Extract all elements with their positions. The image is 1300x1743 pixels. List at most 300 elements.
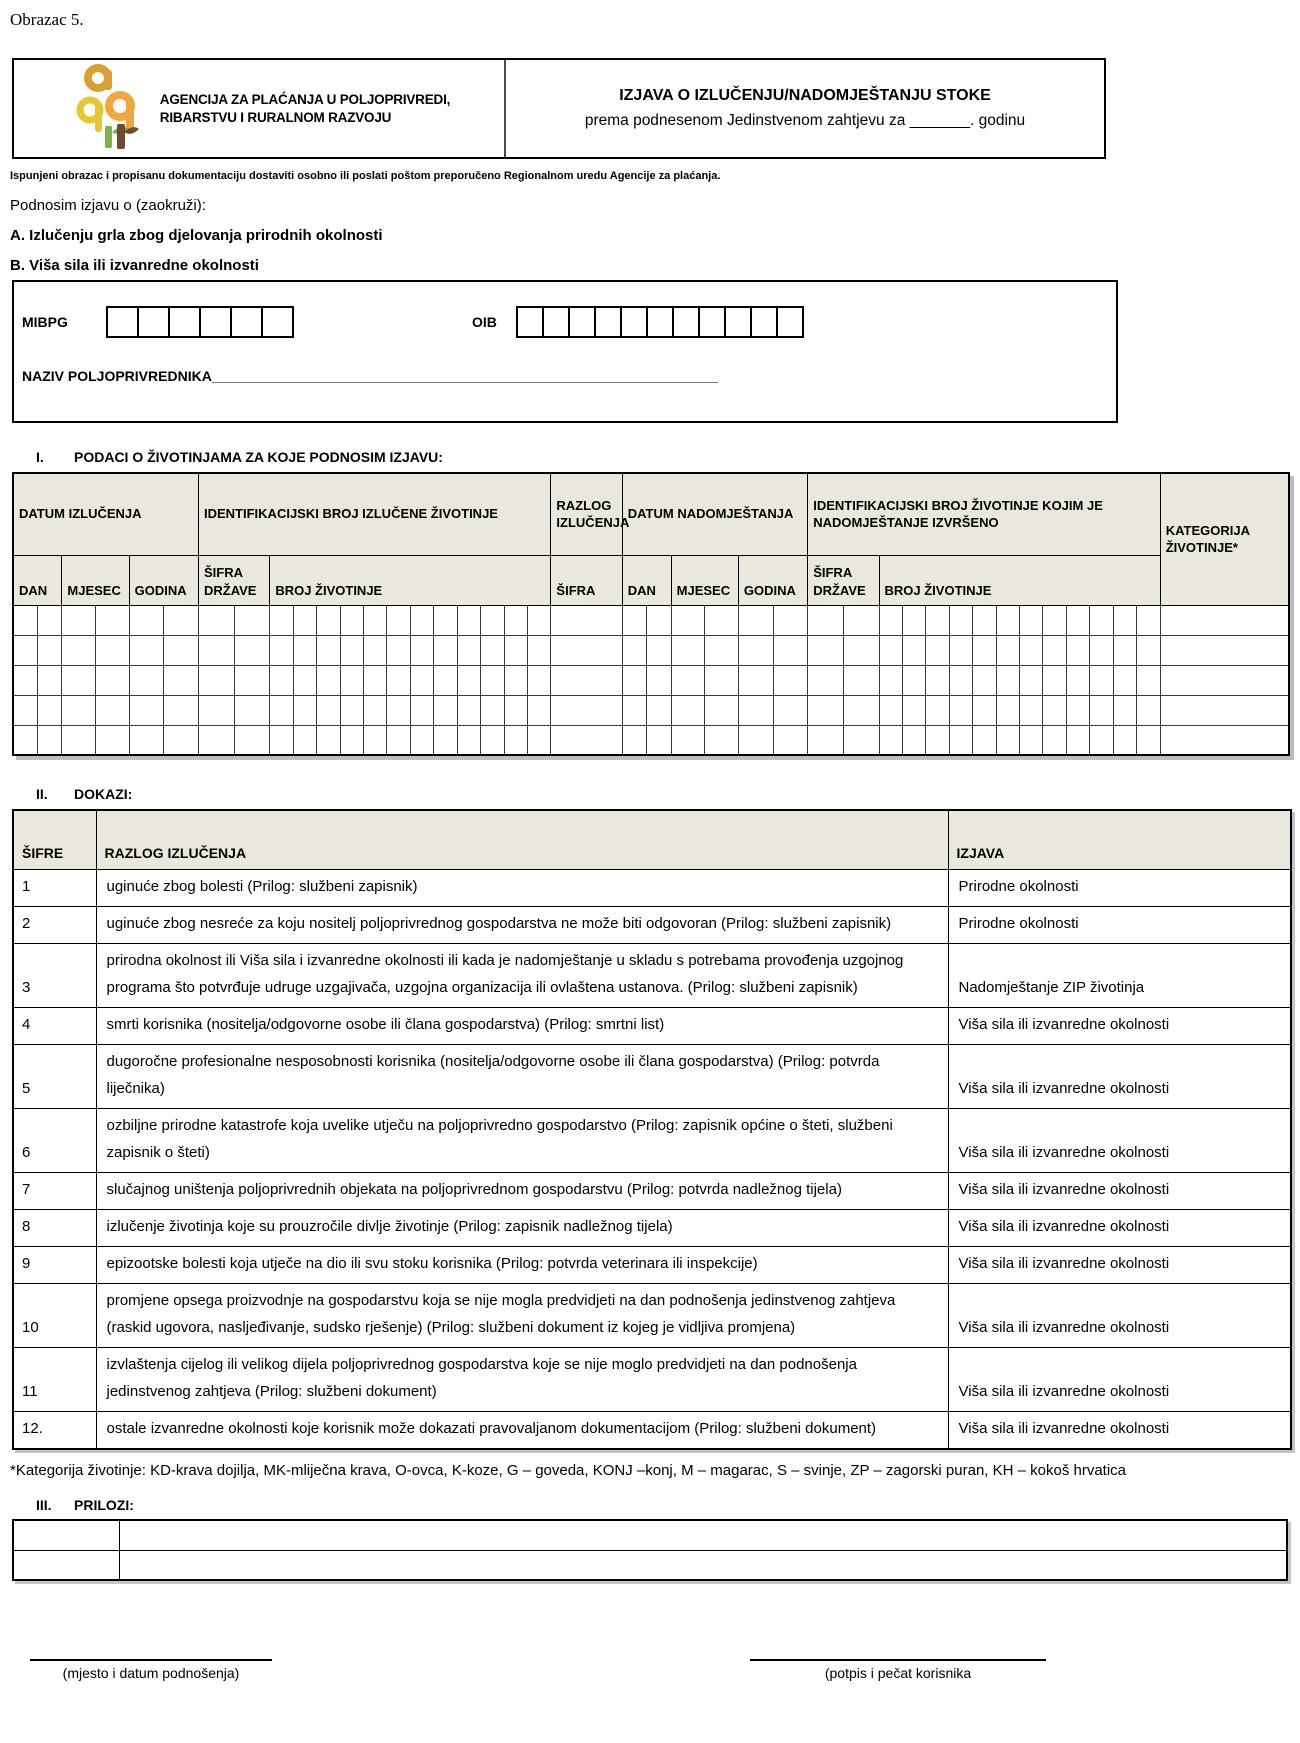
digit-input-box[interactable] [620, 306, 648, 338]
digit-cell[interactable] [504, 695, 527, 725]
subheader-mjesec-1: MJESEC [62, 555, 129, 605]
digit-cell[interactable] [37, 695, 61, 725]
digit-cell[interactable] [96, 725, 130, 755]
place-date-caption: (mjesto i datum podnošenja) [62, 1665, 240, 1681]
digit-cell[interactable] [129, 605, 164, 635]
digit-cell[interactable] [364, 635, 387, 665]
row-code: 5 [13, 1045, 96, 1109]
digit-cell[interactable] [434, 665, 457, 695]
digit-cell[interactable] [843, 605, 879, 635]
digit-cell[interactable] [773, 665, 808, 695]
row-reason: izvlaštenja cijelog ili velikog dijela poljoprivrednog gospodarstva koje se nije moglo predvidjeti na dan podnošenja jedinstvenog zahtjeva (Prilog: službeni dokument) [96, 1348, 948, 1412]
col-header-datum-nadomjestanja: DATUM NADOMJEŠTANJA [622, 473, 807, 555]
digit-input-box[interactable] [568, 306, 596, 338]
digit-cell[interactable] [457, 695, 480, 725]
digit-cell[interactable] [705, 725, 739, 755]
section-2-number: II. [36, 786, 48, 802]
digit-cell[interactable] [622, 605, 646, 635]
digit-cell[interactable] [1020, 665, 1043, 695]
digit-cell[interactable] [270, 695, 293, 725]
digit-cell[interactable] [647, 635, 671, 665]
row-statement: Viša sila ili izvanredne okolnosti [948, 1284, 1291, 1348]
digit-cell[interactable] [129, 695, 164, 725]
digit-cell[interactable] [62, 635, 96, 665]
digit-input-box[interactable] [646, 306, 674, 338]
digit-cell[interactable] [457, 665, 480, 695]
digit-cell[interactable] [808, 635, 844, 665]
digit-cell[interactable] [1066, 605, 1089, 635]
digit-cell[interactable] [387, 605, 410, 635]
stamp-signature-line[interactable] [750, 1643, 1046, 1661]
digit-cell[interactable] [1160, 725, 1289, 755]
digit-cell[interactable] [622, 635, 646, 665]
digit-cell[interactable] [1043, 665, 1066, 695]
digit-input-box[interactable] [261, 306, 294, 338]
row-statement: Prirodne okolnosti [948, 870, 1291, 907]
digit-cell[interactable] [973, 695, 996, 725]
digit-cell[interactable] [434, 635, 457, 665]
digit-cell[interactable] [1090, 695, 1113, 725]
document-title: IZJAVA O IZLUČENJU/NADOMJEŠTANJU STOKE [619, 87, 991, 104]
digit-cell[interactable] [1113, 725, 1136, 755]
digit-cell[interactable] [843, 725, 879, 755]
digit-cell[interactable] [504, 635, 527, 665]
digit-cell[interactable] [551, 605, 622, 635]
digit-cell[interactable] [62, 695, 96, 725]
digit-cell[interactable] [647, 725, 671, 755]
digit-cell[interactable] [387, 665, 410, 695]
digit-input-box[interactable] [230, 306, 263, 338]
prilozi-text-cell[interactable] [119, 1520, 1287, 1550]
digit-cell[interactable] [738, 725, 773, 755]
digit-cell[interactable] [199, 665, 235, 695]
digit-cell[interactable] [270, 725, 293, 755]
digit-cell[interactable] [996, 665, 1019, 695]
digit-cell[interactable] [926, 725, 949, 755]
digit-cell[interactable] [879, 665, 902, 695]
agency-name-line1: AGENCIJA ZA PLAĆANJA U POLJOPRIVREDI, [159, 91, 451, 107]
farmer-name-label: NAZIV POLJOPRIVREDNIKA [22, 368, 212, 384]
digit-cell[interactable] [1043, 635, 1066, 665]
digit-cell[interactable] [738, 635, 773, 665]
digit-cell[interactable] [973, 665, 996, 695]
digit-cell[interactable] [808, 665, 844, 695]
digit-cell[interactable] [671, 635, 705, 665]
digit-cell[interactable] [1160, 665, 1289, 695]
digit-cell[interactable] [1043, 605, 1066, 635]
digit-cell[interactable] [410, 725, 433, 755]
digit-cell[interactable] [1043, 695, 1066, 725]
section-1-title: PODACI O ŽIVOTINJAMA ZA KOJE PODNOSIM IZJAVU: [74, 449, 443, 465]
table-row [13, 907, 1291, 944]
place-date-line[interactable] [30, 1643, 272, 1661]
digit-cell[interactable] [199, 635, 235, 665]
form-number-label: Obrazac 5. [10, 10, 84, 29]
digit-cell[interactable] [364, 695, 387, 725]
digit-cell[interactable] [902, 695, 925, 725]
digit-cell[interactable] [199, 725, 235, 755]
digit-input-box[interactable] [672, 306, 700, 338]
digit-cell[interactable] [926, 665, 949, 695]
digit-cell[interactable] [1090, 665, 1113, 695]
digit-cell[interactable] [129, 665, 164, 695]
digit-cell[interactable] [481, 695, 504, 725]
stamp-signature [750, 1643, 1046, 1681]
oib-label: OIB [472, 314, 497, 330]
digit-cell[interactable] [434, 695, 457, 725]
digit-input-box[interactable] [199, 306, 232, 338]
col-header-kategorija: KATEGORIJA ŽIVOTINJE* [1160, 473, 1289, 605]
digit-cell[interactable] [410, 635, 433, 665]
subheader-broj-zivotinje-1: BROJ ŽIVOTINJE [270, 555, 551, 605]
digit-cell[interactable] [647, 665, 671, 695]
digit-cell[interactable] [164, 665, 199, 695]
digit-cell[interactable] [996, 725, 1019, 755]
digit-cell[interactable] [527, 665, 550, 695]
digit-input-box[interactable] [594, 306, 622, 338]
digit-cell[interactable] [317, 635, 340, 665]
digit-cell[interactable] [270, 605, 293, 635]
digit-cell[interactable] [879, 695, 902, 725]
digit-cell[interactable] [773, 725, 808, 755]
digit-cell[interactable] [293, 635, 316, 665]
digit-cell[interactable] [234, 605, 270, 635]
digit-cell[interactable] [1020, 635, 1043, 665]
digit-cell[interactable] [949, 695, 972, 725]
digit-cell[interactable] [340, 665, 363, 695]
digit-cell[interactable] [551, 725, 622, 755]
digit-cell[interactable] [317, 695, 340, 725]
row-statement: Nadomještanje ZIP životinja [948, 944, 1291, 1008]
option-b[interactable]: B. Viša sila ili izvanredne okolnosti [10, 257, 259, 274]
digit-cell[interactable] [671, 725, 705, 755]
digit-cell[interactable] [738, 695, 773, 725]
title-block [506, 60, 1104, 157]
table-row [13, 1348, 1291, 1412]
digit-cell[interactable] [1066, 695, 1089, 725]
digit-cell[interactable] [808, 605, 844, 635]
digit-cell[interactable] [705, 695, 739, 725]
farmer-name-blank[interactable]: _________________________________________________________________ [211, 368, 718, 384]
subheader-sifra-drzave-2: ŠIFRA DRŽAVE [808, 555, 879, 605]
digit-cell[interactable] [1113, 695, 1136, 725]
digit-cell[interactable] [1113, 605, 1136, 635]
digit-cell[interactable] [902, 725, 925, 755]
digit-cell[interactable] [1020, 695, 1043, 725]
digit-cell[interactable] [199, 605, 235, 635]
prilozi-number-cell[interactable] [13, 1550, 119, 1580]
digit-cell[interactable] [364, 725, 387, 755]
digit-cell[interactable] [902, 635, 925, 665]
animals-table-body [13, 605, 1289, 755]
digit-cell[interactable] [234, 665, 270, 695]
digit-cell[interactable] [37, 665, 61, 695]
digit-cell[interactable] [340, 695, 363, 725]
prilozi-number-cell[interactable] [13, 1520, 119, 1550]
digit-cell[interactable] [996, 605, 1019, 635]
digit-cell[interactable] [622, 665, 646, 695]
digit-cell[interactable] [926, 605, 949, 635]
digit-cell[interactable] [434, 605, 457, 635]
digit-cell[interactable] [1090, 725, 1113, 755]
digit-cell[interactable] [387, 695, 410, 725]
digit-cell[interactable] [647, 605, 671, 635]
digit-cell[interactable] [1137, 725, 1161, 755]
digit-cell[interactable] [13, 635, 37, 665]
digit-cell[interactable] [270, 635, 293, 665]
digit-cell[interactable] [37, 605, 61, 635]
digit-cell[interactable] [949, 665, 972, 695]
digit-cell[interactable] [949, 605, 972, 635]
row-reason: uginuće zbog bolesti (Prilog: službeni zapisnik) [96, 870, 948, 907]
row-statement: Viša sila ili izvanredne okolnosti [948, 1348, 1291, 1412]
digit-cell[interactable] [1020, 725, 1043, 755]
digit-cell[interactable] [504, 665, 527, 695]
digit-cell[interactable] [973, 725, 996, 755]
digit-input-box[interactable] [516, 306, 544, 338]
digit-cell[interactable] [1043, 725, 1066, 755]
digit-cell[interactable] [1137, 665, 1161, 695]
row-statement: Viša sila ili izvanredne okolnosti [948, 1045, 1291, 1109]
digit-cell[interactable] [364, 605, 387, 635]
digit-cell[interactable] [527, 605, 550, 635]
animals-empty-row [13, 605, 1289, 635]
digit-cell[interactable] [773, 605, 808, 635]
row-code: 8 [13, 1210, 96, 1247]
mibpg-input-boxes [106, 306, 294, 338]
digit-cell[interactable] [973, 605, 996, 635]
digit-cell[interactable] [13, 605, 37, 635]
section-1 [12, 449, 1290, 756]
digit-cell[interactable] [647, 695, 671, 725]
digit-cell[interactable] [996, 695, 1019, 725]
row-statement: Viša sila ili izvanredne okolnosti [948, 1412, 1291, 1450]
digit-input-box[interactable] [137, 306, 170, 338]
digit-cell[interactable] [1160, 635, 1289, 665]
digit-cell[interactable] [481, 665, 504, 695]
col-header-datum-izlucenja: DATUM IZLUČENJA [13, 473, 199, 555]
digit-input-box[interactable] [698, 306, 726, 338]
digit-cell[interactable] [481, 725, 504, 755]
digit-cell[interactable] [199, 695, 235, 725]
section-2-title: DOKAZI: [74, 786, 133, 802]
section-3 [12, 1497, 1290, 1581]
digit-cell[interactable] [37, 725, 61, 755]
digit-cell[interactable] [340, 635, 363, 665]
digit-cell[interactable] [234, 725, 270, 755]
digit-cell[interactable] [457, 725, 480, 755]
digit-cell[interactable] [671, 665, 705, 695]
digit-cell[interactable] [879, 635, 902, 665]
digit-cell[interactable] [738, 605, 773, 635]
digit-cell[interactable] [317, 605, 340, 635]
digit-cell[interactable] [902, 665, 925, 695]
digit-cell[interactable] [164, 635, 199, 665]
digit-cell[interactable] [926, 635, 949, 665]
digit-cell[interactable] [705, 665, 739, 695]
digit-cell[interactable] [622, 695, 646, 725]
table-row [13, 870, 1291, 907]
digit-cell[interactable] [340, 725, 363, 755]
dokazi-table [12, 809, 1292, 1450]
digit-input-box[interactable] [542, 306, 570, 338]
digit-cell[interactable] [96, 605, 130, 635]
digit-cell[interactable] [293, 665, 316, 695]
digit-cell[interactable] [410, 695, 433, 725]
digit-cell[interactable] [387, 635, 410, 665]
digit-cell[interactable] [129, 725, 164, 755]
digit-cell[interactable] [387, 725, 410, 755]
digit-cell[interactable] [949, 635, 972, 665]
digit-input-box[interactable] [724, 306, 752, 338]
digit-input-box[interactable] [106, 306, 139, 338]
digit-cell[interactable] [129, 635, 164, 665]
digit-cell[interactable] [1066, 665, 1089, 695]
digit-cell[interactable] [1113, 635, 1136, 665]
digit-cell[interactable] [879, 605, 902, 635]
digit-cell[interactable] [293, 725, 316, 755]
digit-cell[interactable] [234, 635, 270, 665]
place-date-signature [30, 1643, 272, 1681]
digit-cell[interactable] [996, 635, 1019, 665]
digit-cell[interactable] [527, 725, 550, 755]
digit-cell[interactable] [808, 695, 844, 725]
table-row [13, 1412, 1291, 1450]
digit-cell[interactable] [96, 665, 130, 695]
subheader-godina-1: GODINA [129, 555, 198, 605]
row-reason: promjene opsega proizvodnje na gospodarstvu koja se nije mogla predvidjeti na dan podnošenja jedinstvenog zahtjeva (raskid ugovora, nasljeđivanje, sudsko rješenje) (Prilog: službeni dokument iz kojeg je vidljiva promjena) [96, 1284, 948, 1348]
digit-cell[interactable] [364, 665, 387, 695]
col-header-id-nadomjestanje: IDENTIFIKACIJSKI BROJ ŽIVOTINJE KOJIM JE NADOMJEŠTANJE IZVRŠENO [808, 473, 1161, 555]
digit-cell[interactable] [808, 725, 844, 755]
digit-cell[interactable] [843, 635, 879, 665]
digit-cell[interactable] [504, 725, 527, 755]
table-row [13, 1247, 1291, 1284]
digit-cell[interactable] [96, 695, 130, 725]
digit-cell[interactable] [622, 725, 646, 755]
digit-cell[interactable] [773, 635, 808, 665]
row-reason: smrti korisnika (nositelja/odgovorne osobe ili člana gospodarstva) (Prilog: smrtni list) [96, 1008, 948, 1045]
row-reason: prirodna okolnost ili Viša sila i izvanredne okolnosti ili kada je nadomještanje u skladu s potrebama provođenja uzgojnog programa što potvrđuje udruge uzgajivača, uzgojna organizacija ili ovlaštena ustanova. (Prilog: službeni zapisnik) [96, 944, 948, 1008]
digit-cell[interactable] [317, 665, 340, 695]
digit-cell[interactable] [843, 695, 879, 725]
digit-cell[interactable] [234, 695, 270, 725]
digit-cell[interactable] [457, 605, 480, 635]
agency-name-line2: RIBARSTVU I RURALNOM RAZVOJU [159, 109, 392, 125]
row-reason: ostale izvanredne okolnosti koje korisnik može dokazati pravovaljanom dokumentacijom (Prilog: službeni dokument) [96, 1412, 948, 1450]
prilozi-table [12, 1519, 1288, 1581]
digit-cell[interactable] [1113, 665, 1136, 695]
digit-cell[interactable] [705, 605, 739, 635]
digit-cell[interactable] [481, 635, 504, 665]
table-row [13, 1008, 1291, 1045]
digit-cell[interactable] [62, 725, 96, 755]
digit-input-box[interactable] [168, 306, 201, 338]
digit-cell[interactable] [1020, 605, 1043, 635]
subheader-dan-1: DAN [13, 555, 62, 605]
row-code: 4 [13, 1008, 96, 1045]
digit-cell[interactable] [973, 635, 996, 665]
digit-cell[interactable] [705, 635, 739, 665]
digit-cell[interactable] [504, 605, 527, 635]
row-code: 6 [13, 1109, 96, 1173]
row-statement: Viša sila ili izvanredne okolnosti [948, 1210, 1291, 1247]
digit-cell[interactable] [317, 725, 340, 755]
digit-cell[interactable] [62, 605, 96, 635]
digit-input-box[interactable] [776, 306, 804, 338]
digit-cell[interactable] [551, 665, 622, 695]
digit-cell[interactable] [671, 605, 705, 635]
digit-cell[interactable] [902, 605, 925, 635]
digit-cell[interactable] [13, 695, 37, 725]
digit-cell[interactable] [340, 605, 363, 635]
digit-cell[interactable] [293, 695, 316, 725]
digit-cell[interactable] [37, 635, 61, 665]
digit-cell[interactable] [527, 695, 550, 725]
digit-cell[interactable] [164, 605, 199, 635]
digit-cell[interactable] [62, 665, 96, 695]
digit-cell[interactable] [551, 635, 622, 665]
digit-cell[interactable] [13, 665, 37, 695]
subheader-dan-2: DAN [622, 555, 671, 605]
digit-cell[interactable] [1066, 725, 1089, 755]
digit-cell[interactable] [1090, 605, 1113, 635]
digit-cell[interactable] [1066, 635, 1089, 665]
form-header [12, 58, 1106, 159]
row-code: 7 [13, 1173, 96, 1210]
digit-cell[interactable] [481, 605, 504, 635]
digit-cell[interactable] [164, 725, 199, 755]
digit-cell[interactable] [527, 635, 550, 665]
farmer-name-row [22, 368, 1116, 384]
agency-logo-icon [68, 62, 150, 155]
digit-cell[interactable] [949, 725, 972, 755]
digit-cell[interactable] [671, 695, 705, 725]
digit-cell[interactable] [410, 605, 433, 635]
digit-cell[interactable] [1160, 695, 1289, 725]
row-code: 11 [13, 1348, 96, 1412]
dokazi-header-sifre: ŠIFRE [13, 810, 96, 870]
digit-cell[interactable] [164, 695, 199, 725]
digit-cell[interactable] [1160, 605, 1289, 635]
digit-cell[interactable] [879, 725, 902, 755]
mibpg-label: MIBPG [22, 314, 68, 330]
digit-cell[interactable] [13, 725, 37, 755]
digit-cell[interactable] [410, 665, 433, 695]
digit-cell[interactable] [1137, 605, 1161, 635]
digit-cell[interactable] [96, 635, 130, 665]
digit-cell[interactable] [1137, 695, 1161, 725]
digit-cell[interactable] [926, 695, 949, 725]
prilozi-text-cell[interactable] [119, 1550, 1287, 1580]
digit-cell[interactable] [457, 635, 480, 665]
digit-cell[interactable] [1090, 635, 1113, 665]
digit-cell[interactable] [551, 695, 622, 725]
row-code: 9 [13, 1247, 96, 1284]
digit-input-box[interactable] [750, 306, 778, 338]
row-statement: Viša sila ili izvanredne okolnosti [948, 1109, 1291, 1173]
option-a[interactable]: A. Izlučenju grla zbog djelovanja prirodnih okolnosti [10, 227, 383, 244]
digit-cell[interactable] [270, 665, 293, 695]
digit-cell[interactable] [773, 695, 808, 725]
animals-empty-row [13, 695, 1289, 725]
row-reason: slučajnog uništenja poljoprivrednih objekata na poljoprivrednom gospodarstvu (Prilog: potvrda nadležnog tijela) [96, 1173, 948, 1210]
digit-cell[interactable] [843, 665, 879, 695]
digit-cell[interactable] [293, 605, 316, 635]
digit-cell[interactable] [434, 725, 457, 755]
digit-cell[interactable] [738, 665, 773, 695]
digit-cell[interactable] [1137, 635, 1161, 665]
